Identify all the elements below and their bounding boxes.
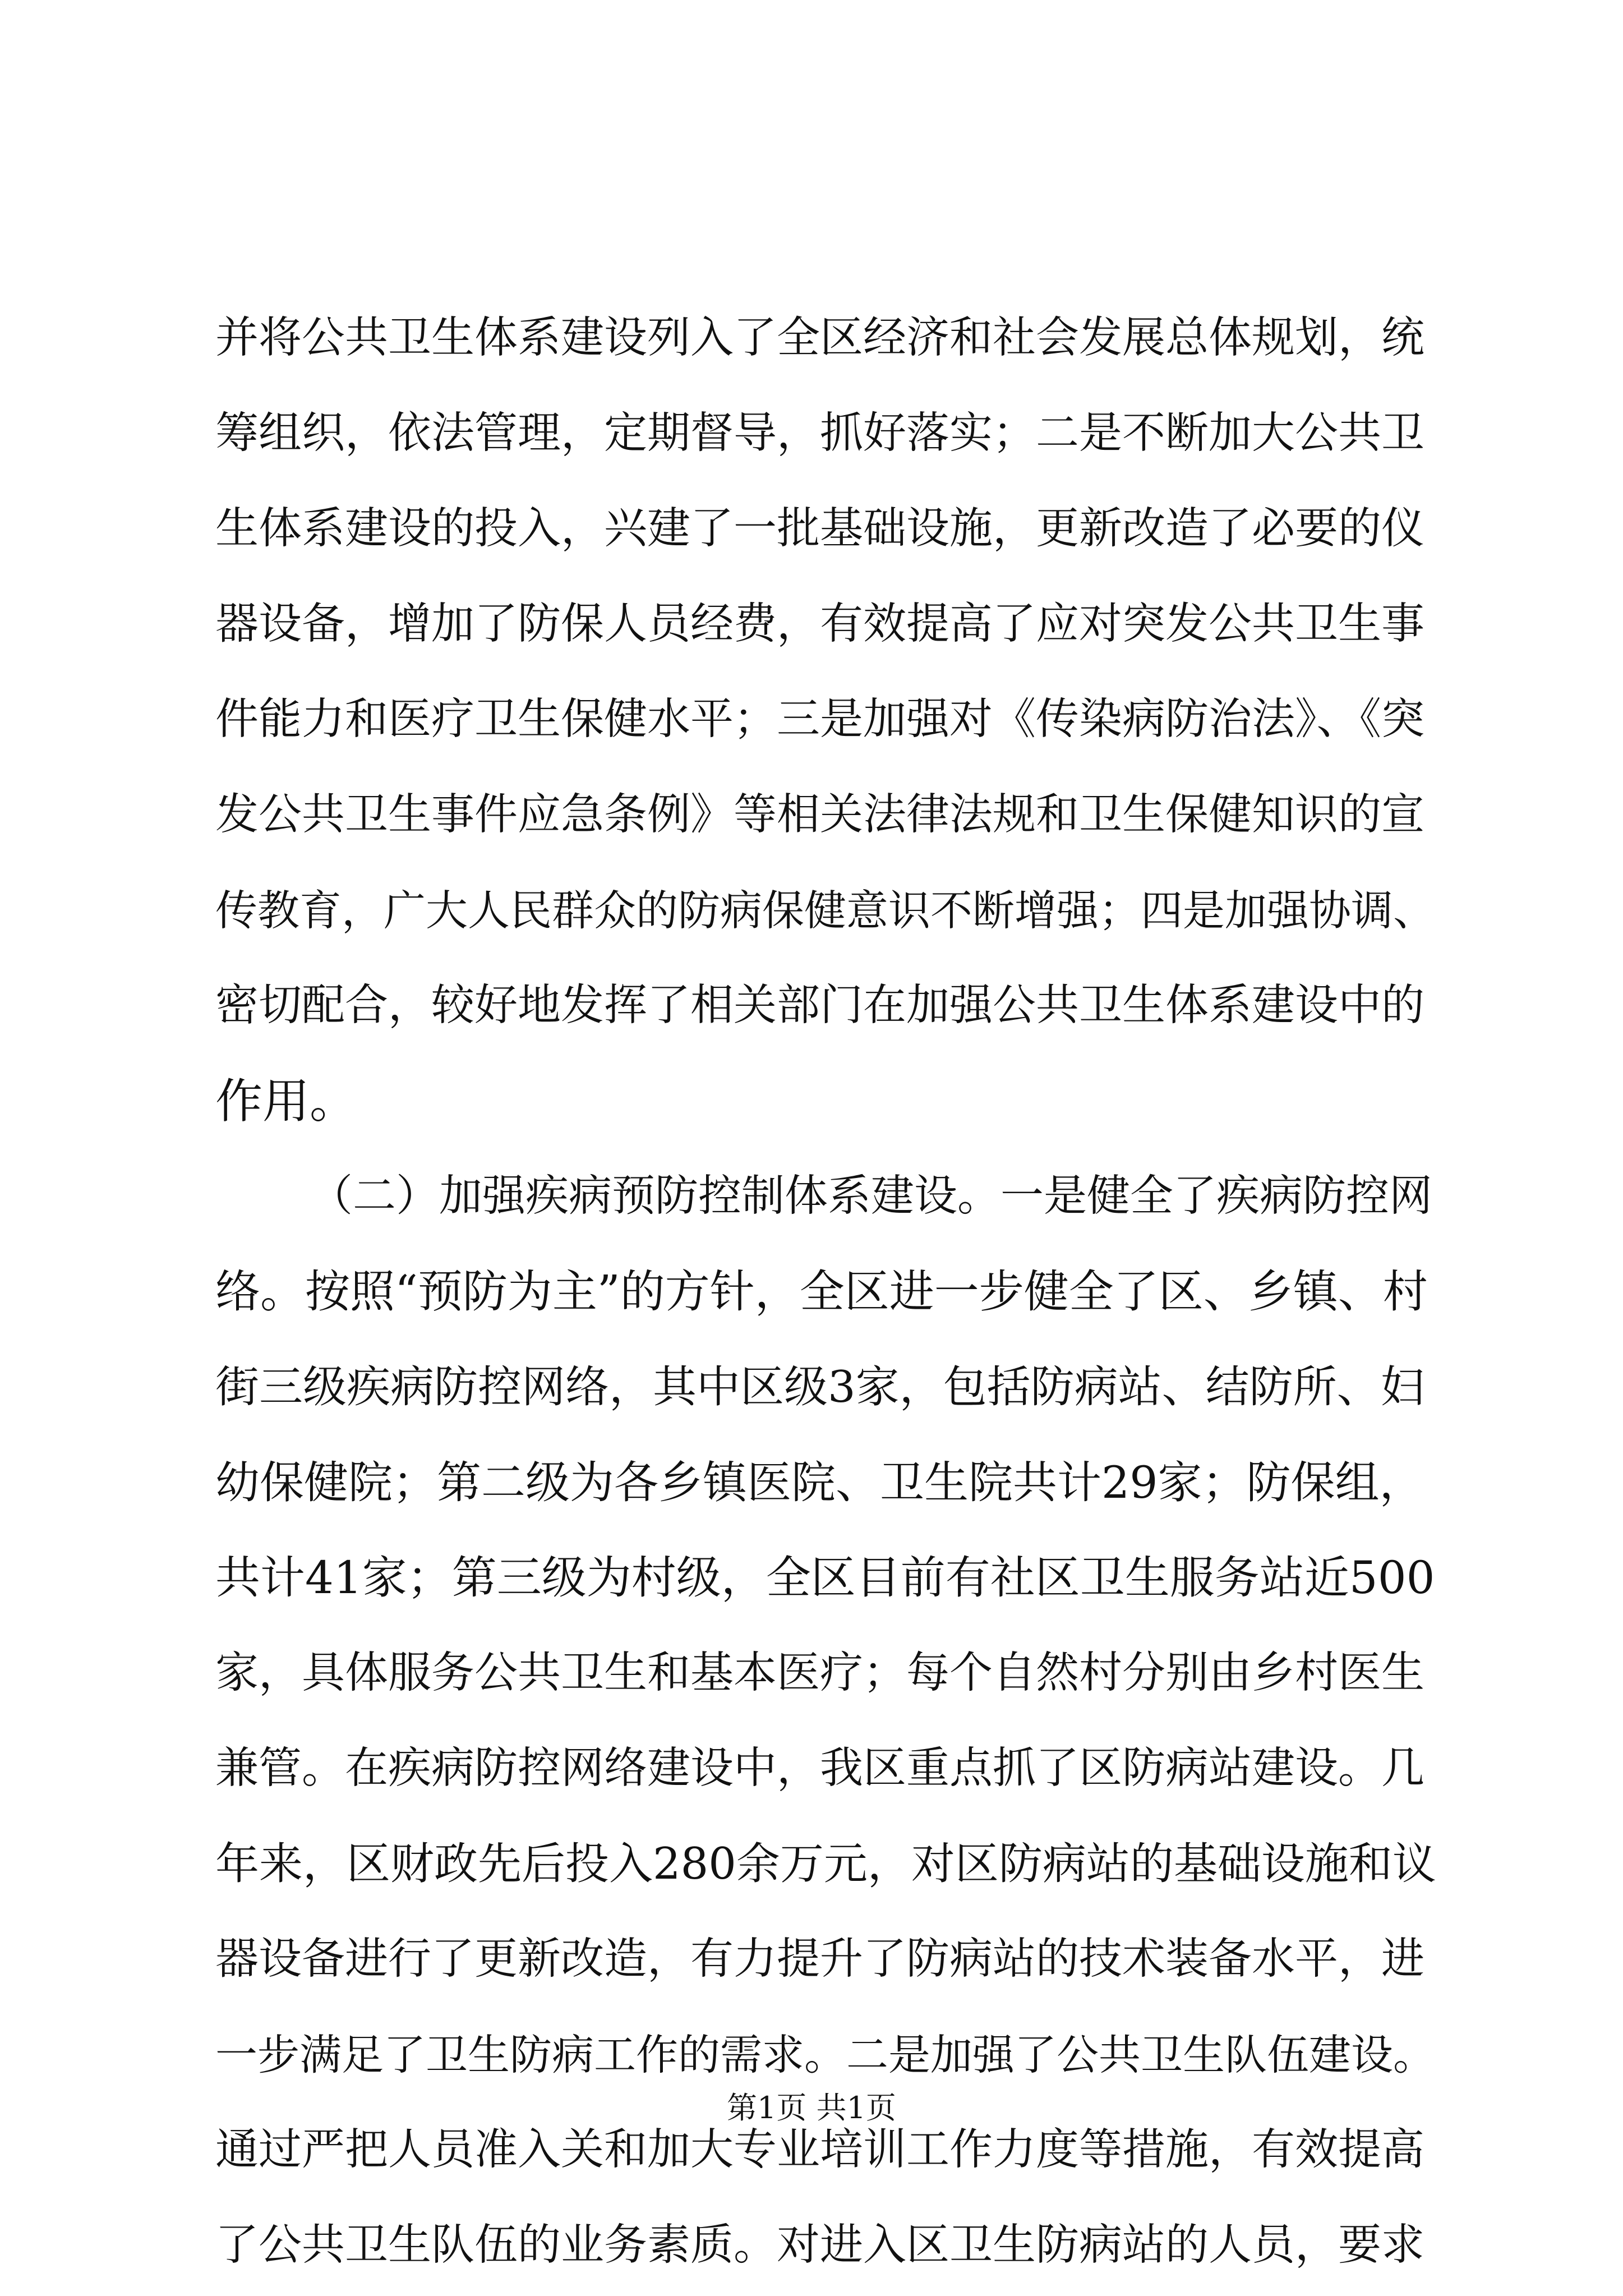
text-line: 生体系建设的投入，兴建了一批基础设施，更新改造了必要的仪	[215, 504, 1424, 554]
text-line: 家，具体服务公共卫生和基本医疗；每个自然村分别由乡村医生	[215, 1648, 1424, 1698]
text-line: 发公共卫生事件应急条例》等相关法律法规和卫生保健知识的宣	[215, 790, 1424, 840]
text-line: 一步满足了卫生防病工作的需求。二是加强了公共卫生队伍建设。	[215, 2030, 1436, 2079]
text-line: 年来，区财政先后投入280余万元，对区防病站的基础设施和议	[215, 1839, 1436, 1889]
text-line: 兼管。在疾病防控网络建设中，我区重点抓了区防病站建设。几	[215, 1743, 1424, 1793]
text-line: 幼保健院；第二级为各乡镇医院、卫生院共计29家；防保组，	[215, 1457, 1424, 1508]
text-line: 作用。	[215, 1074, 357, 1129]
text-line: 共计41家；第三级为村级，全区目前有社区卫生服务站近500	[215, 1552, 1435, 1604]
text-line: 密切配合，较好地发挥了相关部门在加强公共卫生体系建设中的	[215, 981, 1424, 1030]
text-line: 了公共卫生队伍的业务素质。对进入区卫生防病站的人员，要求	[215, 2220, 1424, 2270]
text-line: 通过严把人员准入关和加大专业培训工作力度等措施，有效提高	[215, 2125, 1424, 2175]
text-line: 筹组织，依法管理，定期督导，抓好落实；二是不断加大公共卫	[215, 408, 1424, 458]
section-heading-line: （二）加强疾病预防控制体系建设。一是健全了疾病防控网	[310, 1171, 1432, 1221]
page-number-footer: 第1页 共1页	[727, 2090, 896, 2125]
text-line: 并将公共卫生体系建设列入了全区经济和社会发展总体规划，统	[215, 313, 1424, 363]
text-line: 器设备，增加了防保人员经费，有效提高了应对突发公共卫生事	[215, 599, 1424, 649]
text-line: 络。按照“预防为主”的方针，全区进一步健全了区、乡镇、村	[215, 1266, 1428, 1318]
text-line: 件能力和医疗卫生保健水平；三是加强对《传染病防治法》、《突	[215, 694, 1424, 744]
text-line: 器设备进行了更新改造，有力提升了防病站的技术装备水平，进	[215, 1934, 1424, 1984]
text-line: 传教育，广大人民群众的防病保健意识不断增强；四是加强协调、	[215, 886, 1436, 935]
text-line: 街三级疾病防控网络，其中区级3家，包括防病站、结防所、妇	[215, 1362, 1424, 1412]
